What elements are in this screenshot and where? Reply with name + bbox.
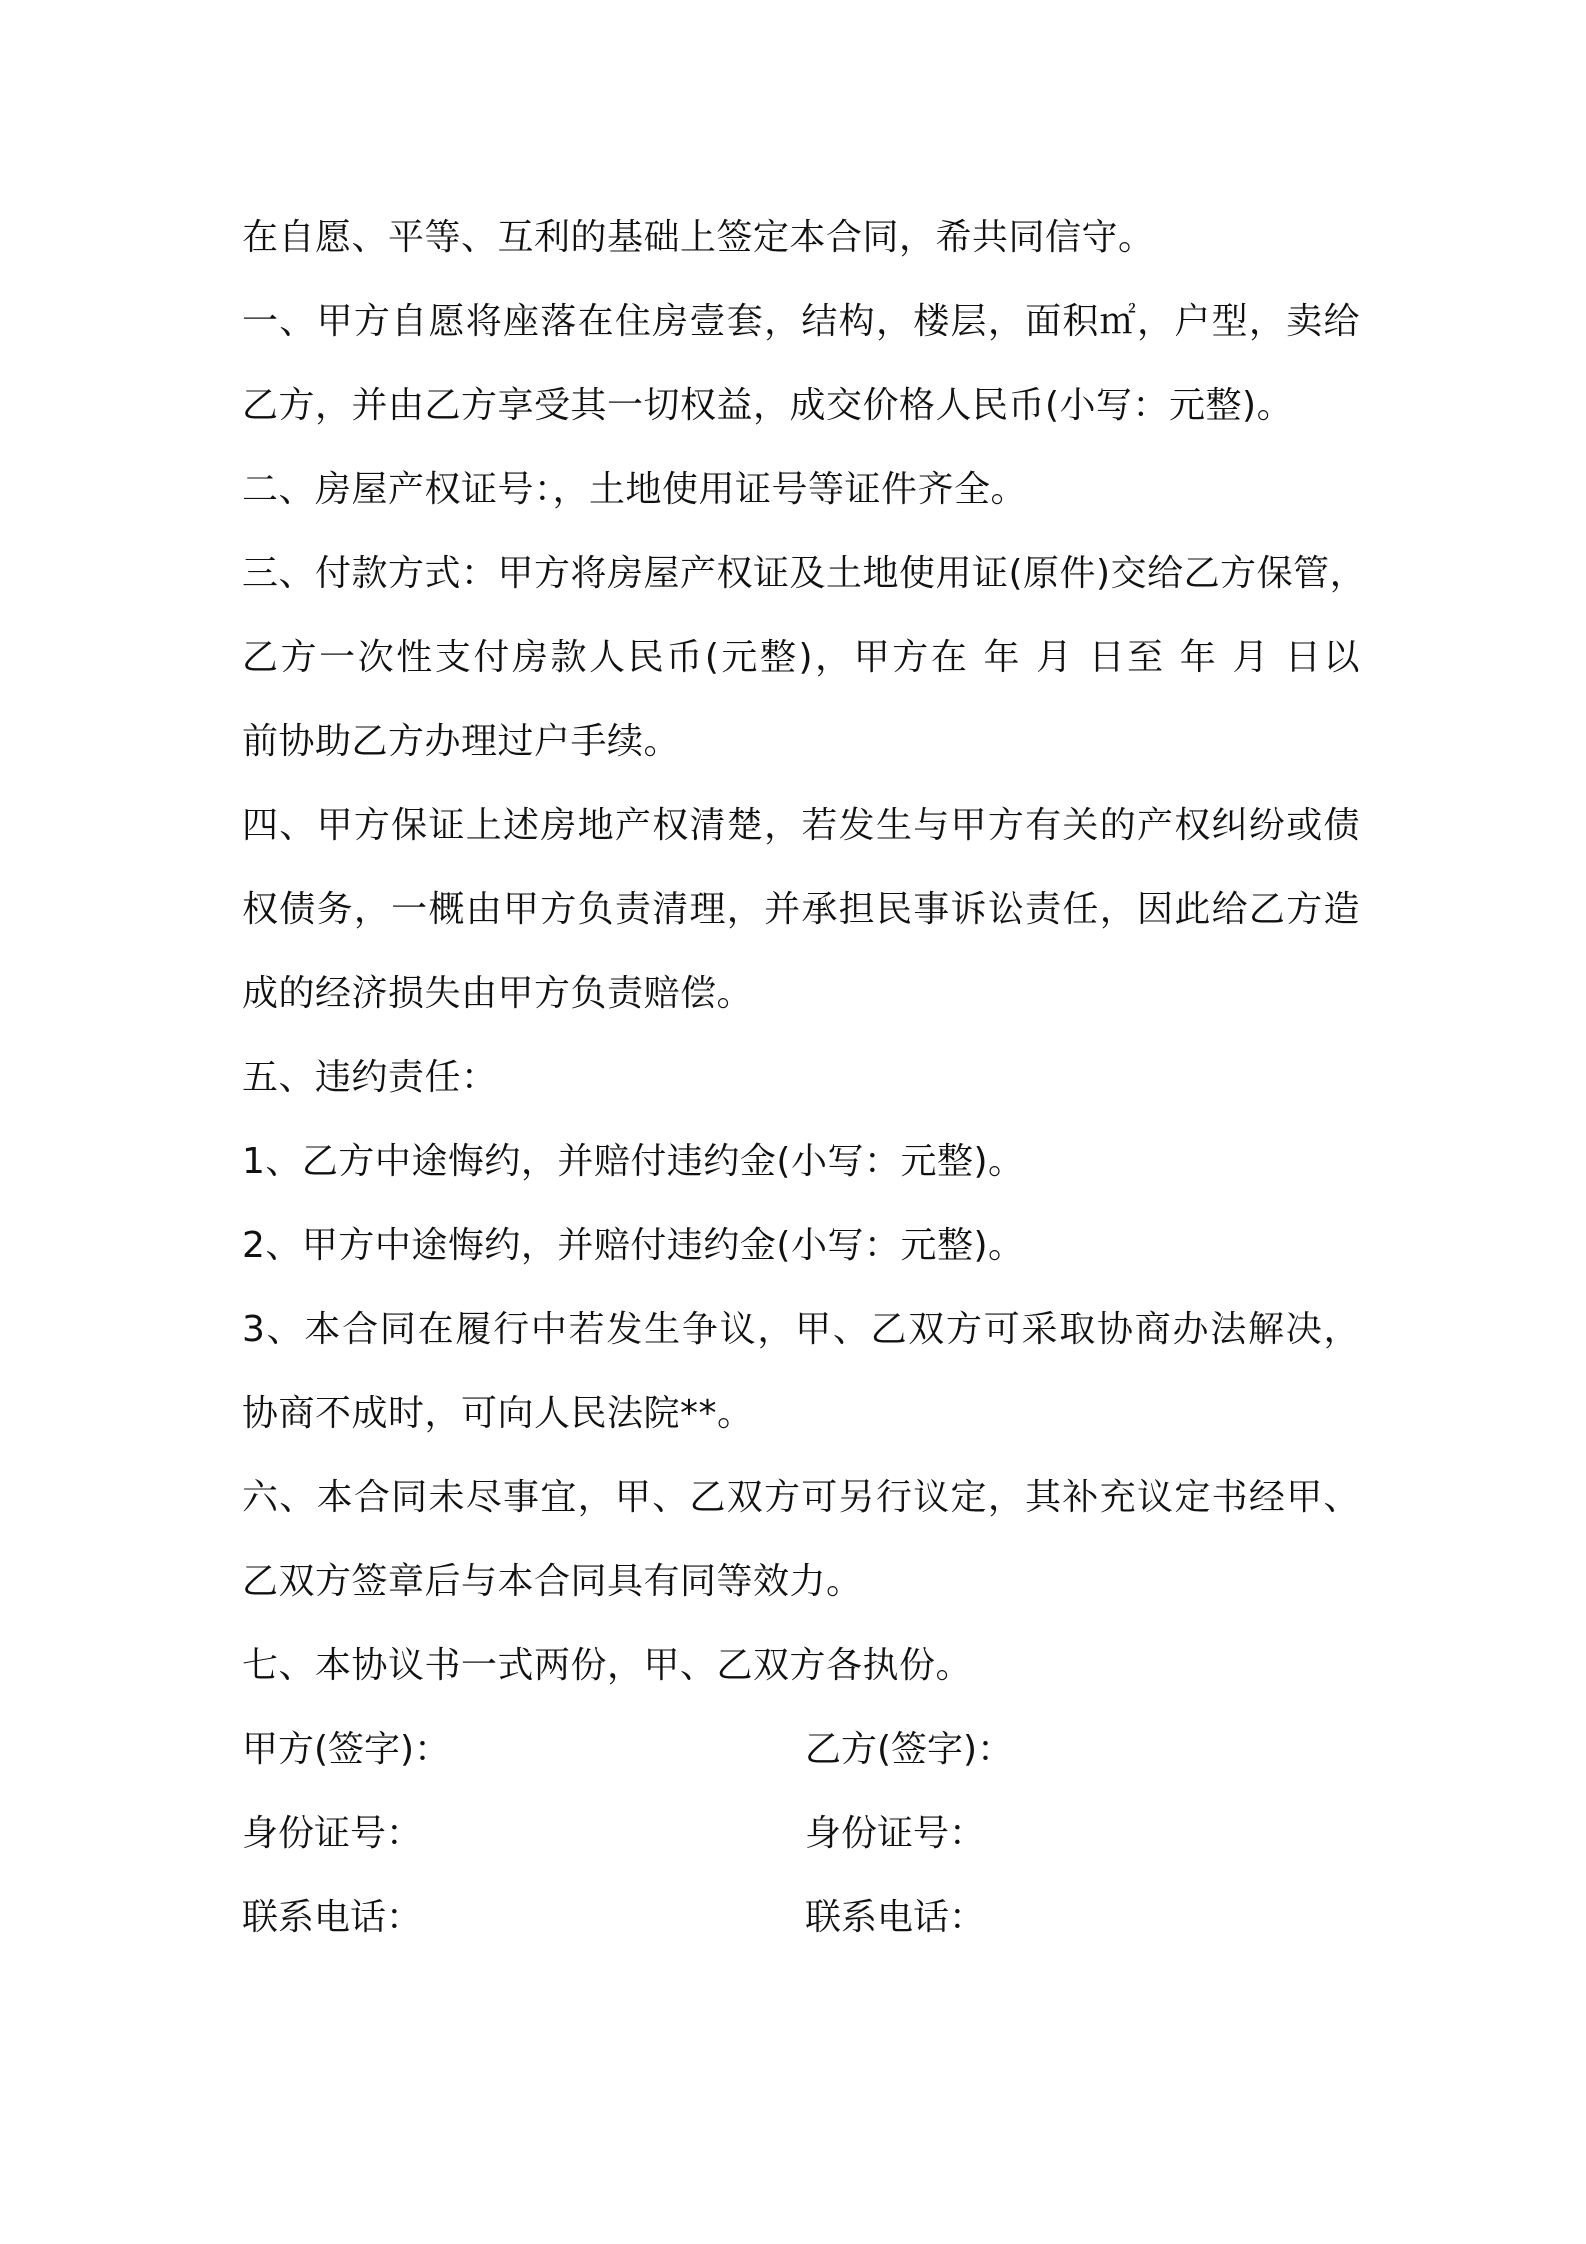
clause-1-line-1: 一、甲方自愿将座落在住房壹套，结构，楼层，面积㎡，户型，卖给 (242, 301, 1360, 342)
phone-row (242, 1876, 1362, 1960)
party-a-phone-label: 联系电话： (242, 1897, 423, 1938)
clause-4-line-2: 权债务，一概由甲方负责清理，并承担民事诉讼责任，因此给乙方造 (242, 889, 1360, 930)
clause-5-item-3-line-1: 3、本合同在履行中若发生争议，甲、乙双方可采取协商办法解决， (242, 1309, 1360, 1350)
clause-3-line-3: 前协助乙方办理过户手续。 (242, 721, 681, 762)
id-number-row (242, 1792, 1362, 1876)
clause-6-line-1: 六、本合同未尽事宜，甲、乙双方可另行议定，其补充议定书经甲、 (242, 1477, 1360, 1518)
clause-5-item-2: 2、甲方中途悔约，并赔付违约金(小写：元整)。 (242, 1225, 1025, 1266)
clause-3-line-1: 三、付款方式：甲方将房屋产权证及土地使用证(原件)交给乙方保管， (242, 553, 1367, 594)
clause-5-item-1: 1、乙方中途悔约，并赔付违约金(小写：元整)。 (242, 1141, 1025, 1182)
document-body (242, 196, 1367, 1960)
party-a-signature-label: 甲方(签字)： (242, 1729, 451, 1770)
clause-1-line-2: 乙方，并由乙方享受其一切权益，成交价格人民币(小写：元整)。 (242, 385, 1294, 426)
party-b-signature-label: 乙方(签字)： (805, 1729, 1014, 1770)
clause-5-heading: 五、违约责任： (242, 1057, 498, 1098)
clause-5-item-3-line-2: 协商不成时，可向人民法院**。 (242, 1393, 754, 1434)
clause-7: 七、本协议书一式两份，甲、乙双方各执份。 (242, 1645, 973, 1686)
signature-row (242, 1708, 1362, 1792)
party-b-id-label: 身份证号： (805, 1813, 986, 1854)
paragraph-intro: 在自愿、平等、互利的基础上签定本合同，希共同信守。 (242, 217, 1155, 258)
party-a-id-label: 身份证号： (242, 1813, 423, 1854)
clause-4-line-1: 四、甲方保证上述房地产权清楚，若发生与甲方有关的产权纠纷或债 (242, 805, 1360, 846)
clause-2: 二、房屋产权证号：，土地使用证号等证件齐全。 (242, 469, 1028, 510)
clause-6-line-2: 乙双方签章后与本合同具有同等效力。 (242, 1561, 863, 1602)
party-b-phone-label: 联系电话： (805, 1897, 986, 1938)
clause-4-line-3: 成的经济损失由甲方负责赔偿。 (242, 973, 754, 1014)
clause-3-line-2: 乙方一次性支付房款人民币(元整)，甲方在 年 月 日至 年 月 日以 (242, 637, 1360, 678)
